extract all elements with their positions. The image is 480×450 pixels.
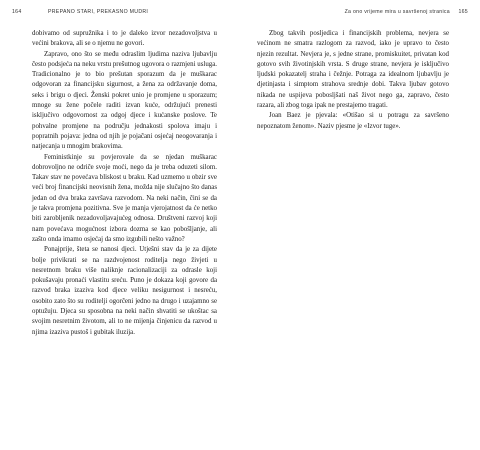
right-page-body [257,29,449,132]
right-page-header [244,9,468,19]
left-page-header [12,9,232,19]
paragraph: Zbog takvih posljedica i financijskih problema, nevjera se većinom ne smatra razlogom za razvod, iako je upravo to često njezin rezultat. Nevjera je, s jedne strane, promiskuitet, privatan kod gotovo svih životinjskih vrsta. S druge strane, nevjera je isključivo ljudski pokazatelj straha i čežnje. Potraga za idealnom ljubavlju je djetinjasta i simptom strahova srednje dobi. Takva ljubav gotovo nikada ne uspijeva pobosljšati naš život nego ga, zapravo, često razara, ali zbog toga ipak ne prestajemo tragati. [257,30,449,110]
paragraph: Joan Baez je pjevala: «Otišao si u potragu za savršeno nepoznatom ženom». Naziv pjesme je «Izvor tuge». [257,112,449,130]
paragraph: Feministkinje su povjerovale da se njedan muškarac dobrovoljno ne odriče svoje moći, nego da je treba oduzeti silom. Takav stav ne povećava bliskost u braku. Kad uzmemo u obzir sve veći broj financijski neovisnih žena, možda nije slučajno što danas jedan od dva braka završava razvodom. Na neki način, čini se da je takva promjena pozitivna. Sve je manja vjerojatnost da će netko biti zarobljenik nezadovoljavajućeg odnosa. Društveni razvoj koji nam povećava mogućnost izbora dozma se kao pobošljanje, ali zašto onda imamo osjećaj da smo izgubili nešto važno? [32,153,217,243]
right-page [240,0,480,450]
paragraph: Ponajprije, šteta se nanosi djeci. Utješni stav da je za dijete bolje privikrati se na razdvojenost roditelja nego živjeti u nesretnom braku više naliknje racionalizaciji za odrasle koji pokušavaju pronaći vlastitu sreću. Puno je dokaza koji govore da razvod braka izaziva kod djece veliku nesigurnost i nesreću, osobito zato što su roditelji ogorčeni jedno na drugo i uzajamno se optužuju. Djeca su sposobna na neki način shvatiti se ukoštac sa svojim nesretnim životom, ali to ne mijenja činjenicu da razvod u njima izaziva pustoš i gubitak iluzija. [32,246,217,336]
left-page-body [32,29,217,338]
running-title-left: PREPANO STARI, PREKASNO MUDRI [48,9,149,15]
paragraph: Zapravo, ono što se među odraslim ljudima naziva ljubavlju često podsjeća na neku vrstu prešutnog ugovora o razmjeni usluga. Tradicionalno je to bio prešutan sporazum da je muškarac odgovoran za financijsku sigurnost, a žena za održavanje doma, seks i brigu o djeci. Ženski pokret unio je promjene u sporazum; mnoge su žene počele raditi izvan kuće, održujući prenesti isključivo odgovornost za odgoj djece i kućanske poslove. Te pohvalne promjene na području jednakosti spolova imaju i popratnih pojava: jedna od njih je pojačani osjećaj neogovaranja i natjecanja u mnogim brakovima. [32,50,217,151]
page-number-right: 165 [458,9,468,15]
running-title-right: Za ono vrijeme mira u savršenoj stranica [344,9,450,15]
paragraph: dobivamo od supružnika i to je daleko izvor nezadovoljstva u većini brakova, ali se o njemu ne govori. [32,30,217,48]
page-number-left: 164 [12,9,22,15]
